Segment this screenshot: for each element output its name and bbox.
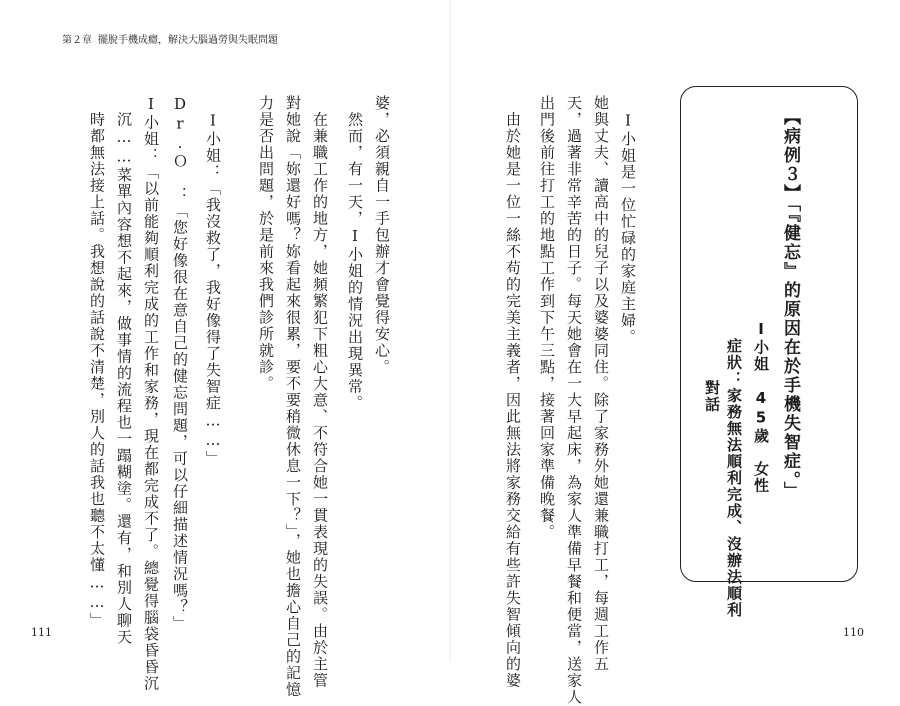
dialogue-line: 時都無法接上話。我想說的話說不清楚，別人的話我也聽不太懂……」 <box>88 95 106 629</box>
dialogue-line: Dr.Ｏ ：「您好像很在意自己的健忘問題，可以仔細描述情況嗎？」 <box>171 95 189 632</box>
page-number-left: 111 <box>31 626 52 639</box>
symptom-line-2: 對話 <box>703 380 721 413</box>
page-fold <box>449 0 451 661</box>
body-line: 天，過著非常辛苦的日子。每天她會在一大早起床，為家人準備早餐和便當，送家人 <box>565 95 583 706</box>
page-number-right: 110 <box>843 626 864 639</box>
dialogue-line: I小姐：「我沒救了，我好像得了失智症……」 <box>204 95 222 467</box>
patient-info: I小姐 45歲 女性 <box>752 320 770 494</box>
chapter-number: 第２章 <box>62 35 92 46</box>
body-line: I小姐是一位忙碌的家庭主婦。 <box>619 95 637 346</box>
body-line: 她與丈夫、讀高中的兒子以及婆婆同住。除了家務外她還兼職打工，每週工作五 <box>592 95 610 673</box>
dialogue-line: 沉……菜單內容想不起來，做事情的流程也一蹋糊塗。還有，和別人聊天 <box>115 95 133 646</box>
running-header <box>62 31 278 46</box>
chapter-title: 擺脫手機成癮，解決大腦過勞與失眠問題 <box>98 35 278 46</box>
body-line: 出門後前往打工的地點工作到下午三點，接著回家準備晚餐。 <box>538 95 556 541</box>
body-line: 婆，必須親自一手包辦才會覺得安心。 <box>373 95 391 376</box>
dialogue-line: I小姐：「以前能夠順利完成的工作和家務，現在都完成不了。總覺得腦袋昏昏沉 <box>142 95 160 692</box>
body-line: 由於她是一位一絲不苟的完美主義者，因此無法將家務交給有些許失智傾向的婆 <box>504 95 522 689</box>
body-line: 然而，有一天，I小姐的情況出現異常。 <box>346 95 364 412</box>
body-line: 在兼職工作的地方，她頻繁犯下粗心大意、不符合她一貫表現的失誤。由於主管 <box>311 95 329 689</box>
case-title: 【病例３】「『健忘』的原因在於手機失智症。」 <box>780 108 800 501</box>
symptom-line-1: 症狀：家務無法順利完成、沒辦法順利 <box>725 338 743 619</box>
body-line: 力是否出問題，於是前來我們診所就診。 <box>257 95 275 392</box>
body-line: 對她說「妳還好嗎？妳看起來很累，要不要稍微休息一下？」，她也擔心自己的記憶 <box>284 95 302 698</box>
